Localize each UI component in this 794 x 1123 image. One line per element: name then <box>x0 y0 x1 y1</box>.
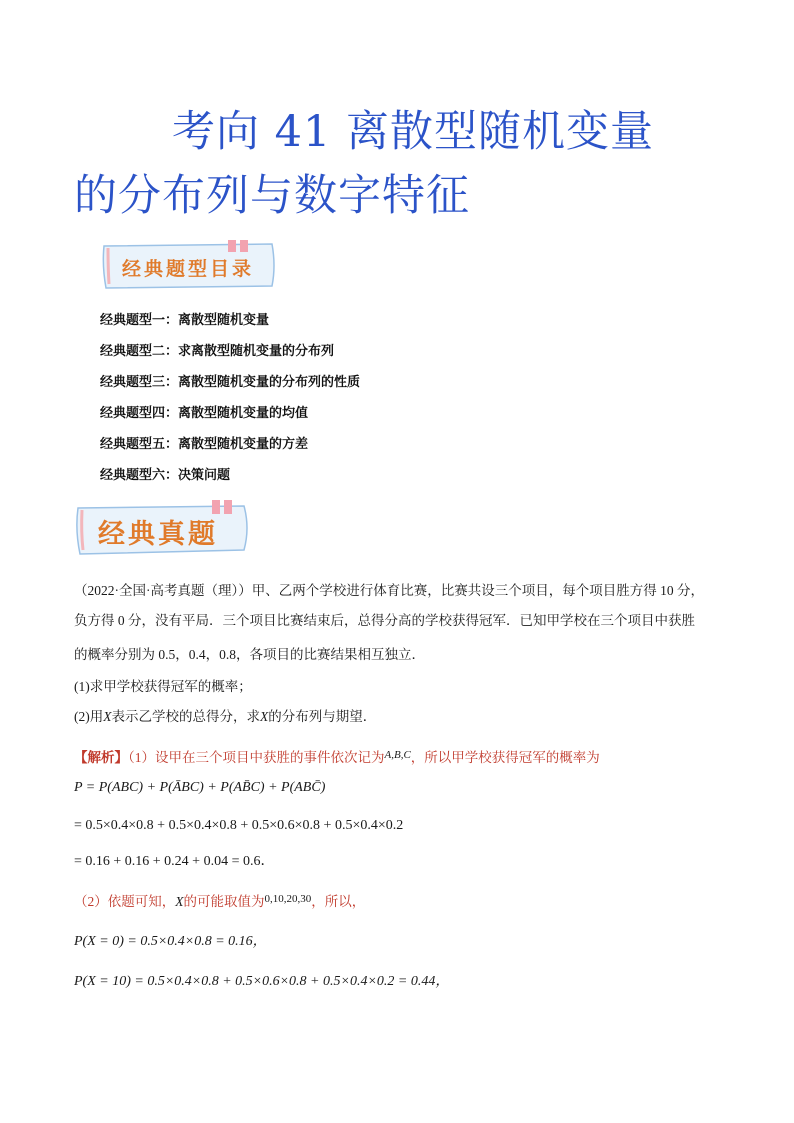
equation-1-text: P = P(ABC) + P(ĀBC) + P(AB̄C) + P(ABC̄) <box>74 780 326 795</box>
question-1: (1)求甲学校获得冠军的概率； <box>74 679 252 694</box>
page-title-line1: 考向 41 离散型随机变量 <box>172 107 655 157</box>
problem-line: 的概率分别为 0.5，0.4，0.8，各项目的比赛结果相互独立． <box>74 647 425 662</box>
variable-x: X <box>103 709 112 724</box>
equation-3-text: = 0.16 + 0.16 + 0.24 + 0.04 = 0.6． <box>74 854 275 869</box>
equation-4 <box>74 930 267 950</box>
toc-item[interactable]: 经典题型二：求离散型随机变量的分布列 <box>100 344 335 359</box>
solution-part2-intro <box>74 884 734 917</box>
variable-x: X <box>260 709 269 724</box>
equation-5 <box>74 970 449 990</box>
toc-item[interactable]: 经典题型一：离散型随机变量 <box>100 313 270 328</box>
toc-item[interactable]: 经典题型六：决策问题 <box>100 468 231 483</box>
solution-text: （1）设甲在三个项目中获胜的事件依次记为 <box>128 750 385 765</box>
event-names: A,B,C <box>384 749 411 761</box>
equation-1 <box>74 780 325 796</box>
solution-text: （2）依题可知， <box>74 894 176 909</box>
question-2 <box>74 702 734 732</box>
equation-5-text: P(X = 10) = 0.5×0.4×0.8 + 0.5×0.6×0.8 + 0.5×0.4×0.2 = 0.44， <box>74 974 450 989</box>
toc-banner-label: 经典题型目录 <box>122 258 255 280</box>
section-banner <box>74 500 254 558</box>
solution-part1-intro <box>74 740 734 773</box>
question-2-text: 表示乙学校的总得分，求 <box>111 709 260 724</box>
problem-line: （2022·全国·高考真题（理））甲、乙两个学校进行体育比赛，比赛共设三个项目，每个项目胜方得 10 分， <box>74 583 704 598</box>
solution-tag: 【解析】 <box>74 750 128 765</box>
page-title-line2: 的分布列与数字特征 <box>74 171 470 221</box>
toc-item[interactable]: 经典题型四：离散型随机变量的均值 <box>100 406 309 421</box>
toc-list <box>100 310 360 496</box>
possible-values: 0,10,20,30 <box>264 893 312 905</box>
toc-item[interactable]: 经典题型三：离散型随机变量的分布列的性质 <box>100 375 361 390</box>
problem-line: 负方得 0 分，没有平局．三个项目比赛结束后，总得分高的学校获得冠军．已知甲学校在三个项目中获胜 <box>74 613 695 628</box>
equation-2 <box>74 818 403 834</box>
equation-2-text: = 0.5×0.4×0.8 + 0.5×0.4×0.8 + 0.5×0.6×0.8 + 0.5×0.4×0.2 <box>74 818 404 833</box>
equation-3 <box>74 850 274 870</box>
solution-text: ，所以甲学校获得冠军的概率为 <box>410 750 600 765</box>
variable-x: X <box>175 894 184 909</box>
question-2-text: 的分布列与期望． <box>268 709 377 724</box>
equation-4-text: P(X = 0) = 0.5×0.4×0.8 = 0.16， <box>74 934 267 949</box>
question-2-text: (2)用 <box>74 709 104 724</box>
solution-text: 的可能取值为 <box>183 894 265 909</box>
toc-item[interactable]: 经典题型五：离散型随机变量的方差 <box>100 437 309 452</box>
section-banner-label: 经典真题 <box>98 519 218 550</box>
solution-text: ，所以， <box>311 894 366 909</box>
toc-banner <box>100 240 280 292</box>
